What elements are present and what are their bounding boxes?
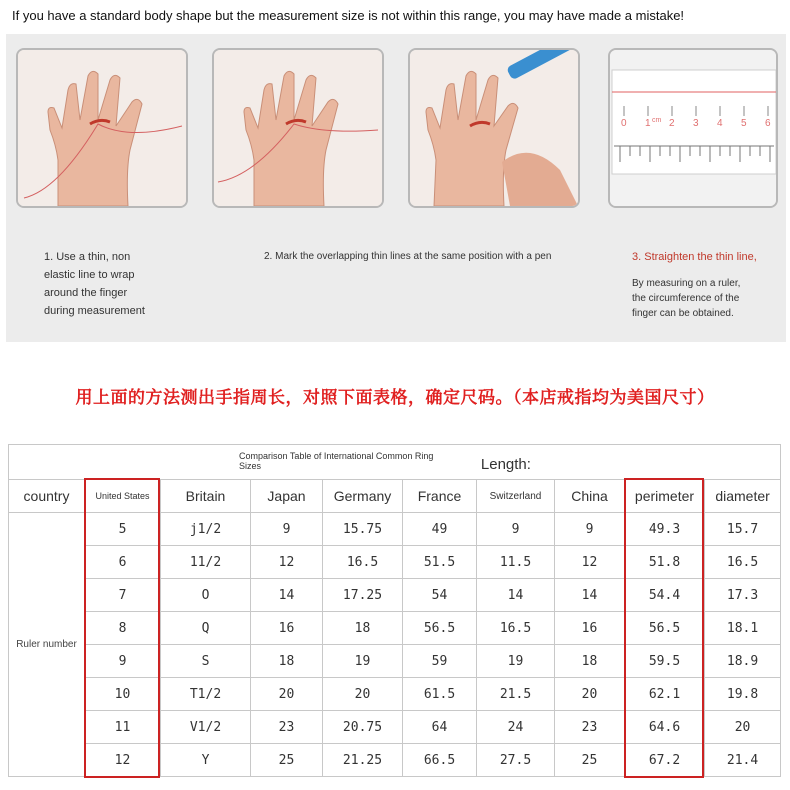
table-cell: 21.25 — [323, 744, 403, 777]
table-cell: 24 — [477, 711, 555, 744]
table-cell: 19 — [323, 645, 403, 678]
table-cell: 16.5 — [477, 612, 555, 645]
table-cell: 18.9 — [705, 645, 781, 678]
table-cell: j1/2 — [161, 513, 251, 546]
table-cell: 23 — [555, 711, 625, 744]
warning-note: If you have a standard body shape but the measurement size is not within this range, you may have made a mistake! — [12, 8, 685, 23]
table-cell: 16 — [555, 612, 625, 645]
table-cell: 11/2 — [161, 546, 251, 579]
table-cell: 18 — [323, 612, 403, 645]
table-header-row — [9, 480, 781, 513]
table-cell: 12 — [555, 546, 625, 579]
table-cell: 11 — [85, 711, 161, 744]
col-header: France — [403, 480, 477, 513]
table-title-row — [9, 445, 781, 480]
step-3-title: 3. Straighten the thin line, — [632, 251, 757, 263]
col-header: perimeter — [625, 480, 705, 513]
table-cell: 18 — [251, 645, 323, 678]
table-cell: 56.5 — [625, 612, 705, 645]
ruler-number: 3 — [693, 118, 699, 129]
table-cell: 49.3 — [625, 513, 705, 546]
table-cell: 56.5 — [403, 612, 477, 645]
table-cell: 51.8 — [625, 546, 705, 579]
table-cell: 15.7 — [705, 513, 781, 546]
table-cell: T1/2 — [161, 678, 251, 711]
table-cell: 15.75 — [323, 513, 403, 546]
col-header: China — [555, 480, 625, 513]
table-cell: 64.6 — [625, 711, 705, 744]
col-header: diameter — [705, 480, 781, 513]
table-cell: 61.5 — [403, 678, 477, 711]
table-cell: 11.5 — [477, 546, 555, 579]
table-cell: 19.8 — [705, 678, 781, 711]
table-cell: 17.25 — [323, 579, 403, 612]
length-label: Length: — [480, 456, 531, 473]
col-header: United States — [85, 480, 161, 513]
table-cell: V1/2 — [161, 711, 251, 744]
table-cell: 9 — [555, 513, 625, 546]
table-row — [9, 645, 781, 678]
step-2-hand-photo — [212, 48, 384, 208]
table-cell: Q — [161, 612, 251, 645]
table-cell: 20 — [251, 678, 323, 711]
table-cell: 9 — [251, 513, 323, 546]
table-cell: 18.1 — [705, 612, 781, 645]
table-row — [9, 744, 781, 777]
table-cell: 20.75 — [323, 711, 403, 744]
table-cell: 64 — [403, 711, 477, 744]
ruler-photo — [608, 48, 778, 208]
step-2-caption: 2. Mark the overlapping thin lines at the same position with a pen — [264, 251, 552, 262]
table-cell: 67.2 — [625, 744, 705, 777]
table-row — [9, 612, 781, 645]
ruler-number: 0 — [621, 118, 627, 129]
ring-size-table — [8, 444, 781, 777]
table-cell: 20 — [705, 711, 781, 744]
table-cell: 14 — [555, 579, 625, 612]
table-row — [9, 546, 781, 579]
table-title: Comparison Table of International Common Ring Sizes — [239, 451, 434, 471]
table-cell: 19 — [477, 645, 555, 678]
table-cell: 16.5 — [705, 546, 781, 579]
table-cell: 16.5 — [323, 546, 403, 579]
table-cell: 5 — [85, 513, 161, 546]
table-cell: 20 — [555, 678, 625, 711]
col-header: Japan — [251, 480, 323, 513]
step-3-pen-photo — [408, 48, 580, 208]
table-cell: 16 — [251, 612, 323, 645]
sizing-instruction-banner: 用上面的方法测出手指周长，对照下面表格，确定尺码。（本店戒指均为美国尺寸） — [75, 388, 715, 408]
table-cell: 18 — [555, 645, 625, 678]
table-cell: 49 — [403, 513, 477, 546]
col-header: country — [9, 480, 85, 513]
table-cell: 14 — [477, 579, 555, 612]
step-1-caption: 1. Use a thin, non elastic line to wrap around the finger during measurement — [44, 251, 145, 317]
table-cell: 9 — [477, 513, 555, 546]
table-row — [9, 513, 781, 546]
table-cell: 14 — [251, 579, 323, 612]
table-cell: Y — [161, 744, 251, 777]
table-row — [9, 678, 781, 711]
table-cell: 25 — [251, 744, 323, 777]
table-cell: 59.5 — [625, 645, 705, 678]
col-header: Germany — [323, 480, 403, 513]
table-cell: 12 — [85, 744, 161, 777]
table-cell: 54 — [403, 579, 477, 612]
table-cell: 7 — [85, 579, 161, 612]
ruler-number: 5 — [741, 118, 747, 129]
table-cell: 51.5 — [403, 546, 477, 579]
table-cell: 20 — [323, 678, 403, 711]
col-header: Switzerland — [477, 480, 555, 513]
ruler-number: 6 — [765, 118, 771, 129]
table-cell: 25 — [555, 744, 625, 777]
table-cell: 23 — [251, 711, 323, 744]
step-1-hand-photo — [16, 48, 188, 208]
table-cell: 21.5 — [477, 678, 555, 711]
step-3-caption: By measuring on a ruler, the circumference of the finger can be obtained. — [632, 278, 741, 319]
table-cell: 66.5 — [403, 744, 477, 777]
table-cell: 59 — [403, 645, 477, 678]
table-cell: 17.3 — [705, 579, 781, 612]
table-row — [9, 579, 781, 612]
ring-size-table-wrap — [8, 444, 780, 780]
table-cell: 8 — [85, 612, 161, 645]
table-cell: 27.5 — [477, 744, 555, 777]
table-cell: 12 — [251, 546, 323, 579]
col-header: Britain — [161, 480, 251, 513]
table-row — [9, 711, 781, 744]
table-cell: 6 — [85, 546, 161, 579]
table-cell: 21.4 — [705, 744, 781, 777]
ruler-unit: cm — [652, 117, 662, 124]
table-cell: S — [161, 645, 251, 678]
ruler-number-label: Ruler number — [9, 513, 85, 777]
ruler-number: 2 — [669, 118, 675, 129]
table-cell: 9 — [85, 645, 161, 678]
ruler-number: 1 — [645, 118, 651, 129]
table-cell: 54.4 — [625, 579, 705, 612]
table-cell: O — [161, 579, 251, 612]
table-cell: 10 — [85, 678, 161, 711]
table-cell: 62.1 — [625, 678, 705, 711]
ruler-number: 4 — [717, 118, 723, 129]
